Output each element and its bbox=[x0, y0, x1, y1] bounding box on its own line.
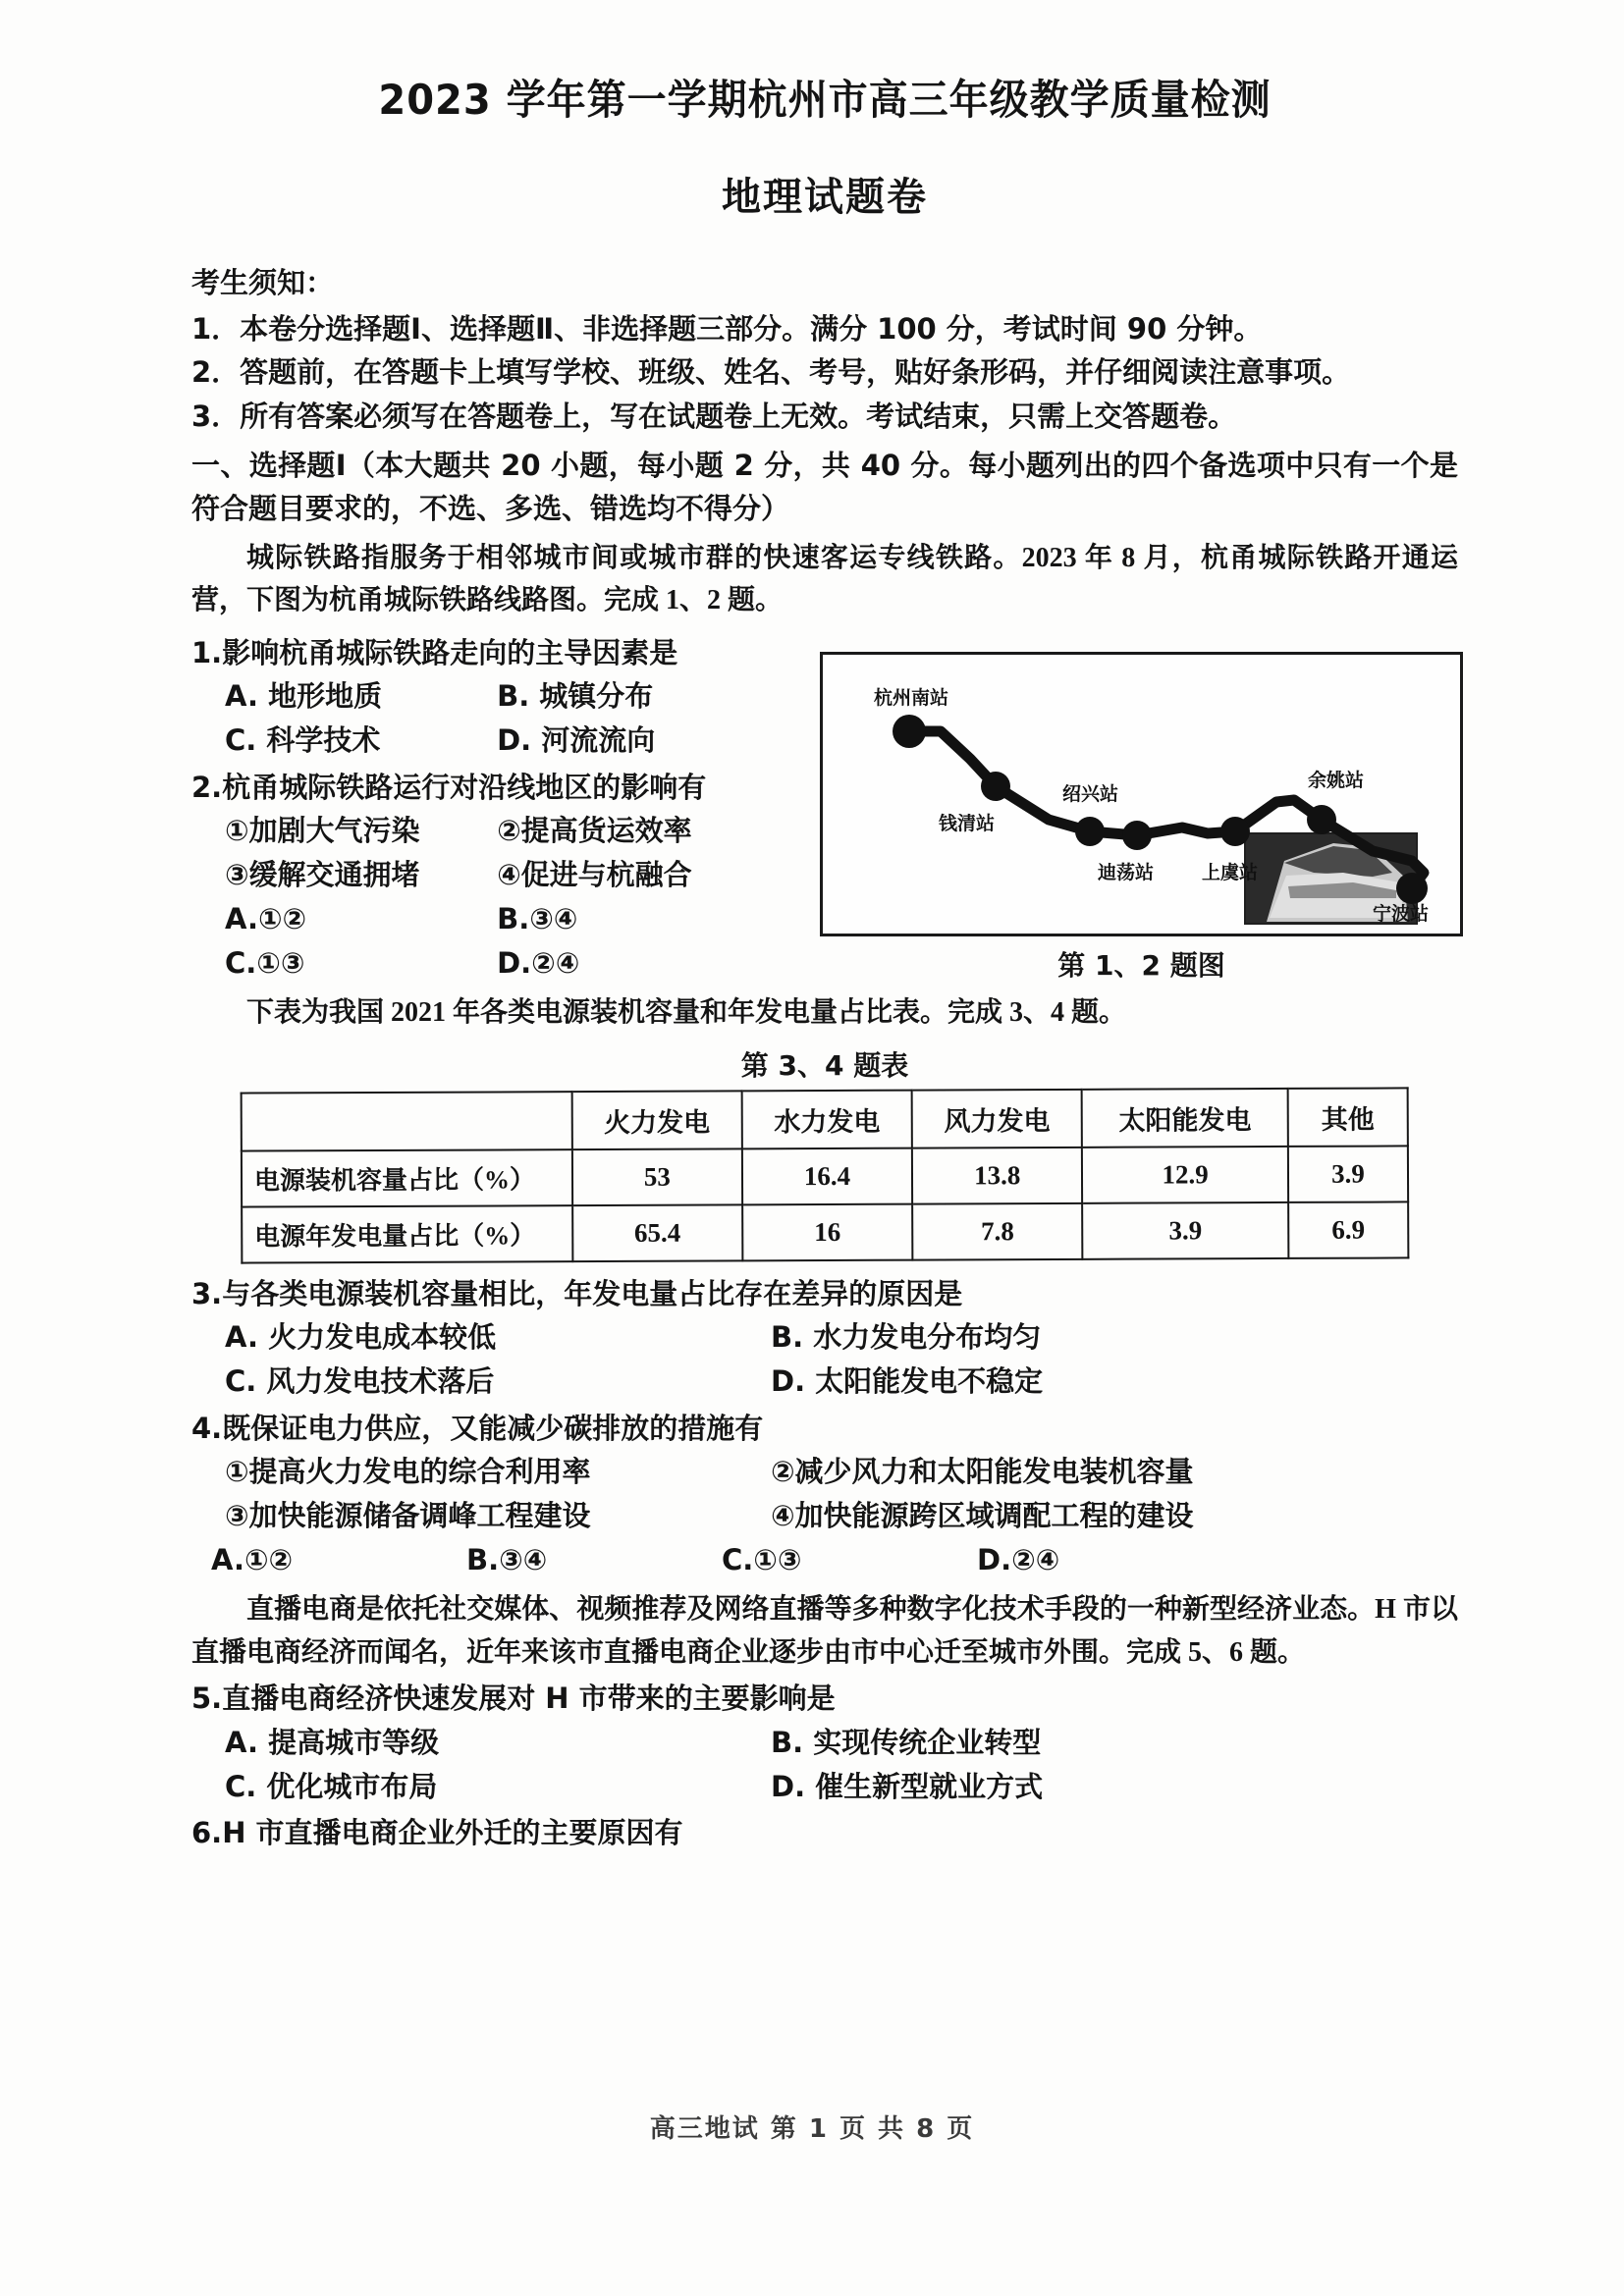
question-4-option-c[interactable]: C.①③ bbox=[722, 1543, 802, 1577]
question-4-statement-1: ①提高火力发电的综合利用率 bbox=[225, 1455, 591, 1489]
question-5-option-b[interactable]: B. 实现传统企业转型 bbox=[771, 1725, 1042, 1759]
page-title: 2023 学年第一学期杭州市高三年级教学质量检测 bbox=[378, 77, 1272, 125]
station-dot-shaoxing bbox=[1075, 817, 1105, 846]
station-label-hangzhounan: 杭州南站 bbox=[874, 686, 949, 709]
question-5-options-row-2 bbox=[191, 1765, 1458, 1809]
cell-generation-hydro: 16 bbox=[742, 1203, 912, 1260]
station-dot-shangyu bbox=[1220, 817, 1250, 846]
cell-generation-wind: 7.8 bbox=[912, 1202, 1082, 1259]
question-1-option-d[interactable]: D. 河流流向 bbox=[497, 723, 656, 758]
station-dot-yuyao bbox=[1307, 805, 1336, 834]
cell-capacity-wind: 13.8 bbox=[912, 1147, 1082, 1203]
table-header-row bbox=[242, 1088, 1408, 1150]
station-label-shaoxing: 绍兴站 bbox=[1062, 782, 1119, 805]
question-2-statements-row-2 bbox=[191, 853, 800, 897]
cell-capacity-other: 3.9 bbox=[1288, 1146, 1408, 1202]
question-1-option-a[interactable]: A. 地形地质 bbox=[225, 679, 383, 714]
question-2-stem: 2.杭甬城际铁路运行对沿线地区的影响有 bbox=[191, 770, 707, 804]
question-4-statement-4: ④加快能源跨区域调配工程的建设 bbox=[771, 1499, 1194, 1533]
question-4-statements-row-2 bbox=[191, 1494, 1458, 1538]
station-label-ningbo: 宁波站 bbox=[1373, 902, 1430, 925]
table-header-solar: 太阳能发电 bbox=[1082, 1089, 1288, 1148]
power-share-table bbox=[241, 1087, 1410, 1263]
question-1-option-b[interactable]: B. 城镇分布 bbox=[497, 679, 654, 714]
question-2-option-b[interactable]: B.③④ bbox=[497, 902, 578, 936]
table-row-label-generation: 电源年发电量占比（%） bbox=[242, 1205, 572, 1262]
question-4-statement-2: ②减少风力和太阳能发电装机容量 bbox=[771, 1455, 1194, 1489]
table-header-other: 其他 bbox=[1288, 1088, 1408, 1147]
cell-generation-other: 6.9 bbox=[1288, 1201, 1408, 1258]
question-5-option-d[interactable]: D. 催生新型就业方式 bbox=[771, 1769, 1044, 1803]
question-3-option-d[interactable]: D. 太阳能发电不稳定 bbox=[771, 1364, 1044, 1399]
question-6-stem: 6.H 市直播电商企业外迁的主要原因有 bbox=[191, 1816, 683, 1850]
question-1-2-block bbox=[191, 628, 1458, 987]
exam-sheet bbox=[191, 39, 1458, 1855]
railway-map bbox=[820, 652, 1463, 936]
cell-capacity-thermal: 53 bbox=[572, 1148, 742, 1205]
question-2-statements-row-1 bbox=[191, 809, 800, 853]
question-2-statement-1: ①加剧大气污染 bbox=[225, 814, 420, 848]
question-2-option-d[interactable]: D.②④ bbox=[497, 946, 580, 981]
station-label-shangyu: 上虞站 bbox=[1202, 861, 1259, 883]
page-subtitle: 地理试题卷 bbox=[722, 175, 928, 220]
question-1-stem: 1.影响杭甬城际铁路走向的主导因素是 bbox=[191, 635, 678, 669]
question-3-option-a[interactable]: A. 火力发电成本较低 bbox=[225, 1320, 497, 1355]
question-4-statements-row-1 bbox=[191, 1450, 1458, 1494]
question-2-option-a[interactable]: A.①② bbox=[225, 902, 307, 936]
station-dot-didang bbox=[1122, 821, 1152, 850]
table-3-4-caption: 第 3、4 题表 bbox=[740, 1048, 909, 1082]
station-label-yuyao: 余姚站 bbox=[1308, 769, 1365, 791]
question-4-statement-3: ③加快能源储备调峰工程建设 bbox=[225, 1499, 591, 1533]
question-2-statement-4: ④促进与杭融合 bbox=[497, 858, 692, 892]
page-footer: 高三地试 第 1 页 共 8 页 bbox=[649, 2114, 975, 2144]
question-4-options-row bbox=[191, 1538, 1458, 1582]
passage-power-table: 下表为我国 2021 年各类电源装机容量和年发电量占比表。完成 3、4 题。 bbox=[246, 997, 1127, 1029]
question-4-option-d[interactable]: D.②④ bbox=[977, 1543, 1060, 1577]
question-1-option-c[interactable]: C. 科学技术 bbox=[225, 723, 381, 758]
section-1-heading: 一、选择题Ⅰ（本大题共 20 小题，每小题 2 分，共 40 分。每小题列出的四个备选项中只有一个是符合题目要求的，不选、多选、错选均不得分） bbox=[191, 449, 1458, 526]
table-header-hydro: 水力发电 bbox=[742, 1090, 912, 1148]
question-4-option-a[interactable]: A.①② bbox=[211, 1543, 294, 1577]
question-5-options-row-1 bbox=[191, 1721, 1458, 1765]
question-3-options-row-2 bbox=[191, 1360, 1458, 1404]
question-3-option-b[interactable]: B. 水力发电分布均匀 bbox=[771, 1320, 1042, 1355]
passage-railway: 城际铁路指服务于相邻城市间或城市群的快速客运专线铁路。2023 年 8 月，杭甬城际铁路开通运营，下图为杭甬城际铁路线路图。完成 1、2 题。 bbox=[191, 542, 1458, 616]
table-header-wind: 风力发电 bbox=[912, 1089, 1082, 1148]
cell-capacity-solar: 12.9 bbox=[1082, 1147, 1288, 1203]
question-3-options-row-1 bbox=[191, 1315, 1458, 1360]
question-3-stem: 3.与各类电源装机容量相比，年发电量占比存在差异的原因是 bbox=[191, 1276, 963, 1310]
table-row-label-capacity: 电源装机容量占比（%） bbox=[242, 1149, 572, 1206]
railway-map-svg bbox=[823, 655, 1460, 934]
table-row bbox=[242, 1201, 1408, 1262]
question-2-option-c[interactable]: C.①③ bbox=[225, 946, 305, 981]
question-1-options-row-2 bbox=[191, 719, 800, 763]
question-2-options-row-2 bbox=[191, 941, 800, 986]
question-4-option-b[interactable]: B.③④ bbox=[466, 1543, 548, 1577]
station-dot-ningbo bbox=[1396, 873, 1428, 904]
station-label-didang: 迪荡站 bbox=[1098, 861, 1155, 883]
question-2-statement-3: ③缓解交通拥堵 bbox=[225, 858, 420, 892]
figure-1-2-caption: 第 1、2 题图 bbox=[1057, 948, 1225, 982]
question-2-options-row-1 bbox=[191, 897, 800, 941]
cell-generation-solar: 3.9 bbox=[1083, 1202, 1289, 1259]
cell-capacity-hydro: 16.4 bbox=[742, 1148, 912, 1204]
figure-1-2 bbox=[800, 628, 1463, 987]
question-2-statement-2: ②提高货运效率 bbox=[497, 814, 692, 848]
table-row bbox=[242, 1146, 1408, 1206]
question-5-option-a[interactable]: A. 提高城市等级 bbox=[225, 1725, 440, 1759]
question-5-stem: 5.直播电商经济快速发展对 H 市带来的主要影响是 bbox=[191, 1682, 836, 1716]
question-1-options-row-1 bbox=[191, 674, 800, 719]
notice-item-3: 3．所有答案必须写在答题卷上，写在试题卷上无效。考试结束，只需上交答题卷。 bbox=[191, 399, 1237, 433]
question-5-option-c[interactable]: C. 优化城市布局 bbox=[225, 1769, 438, 1803]
passage-live-commerce: 直播电商是依托社交媒体、视频推荐及网络直播等多种数字化技术手段的一种新型经济业态。H 市以直播电商经济而闻名，近年来该市直播电商企业逐步由市中心迁至城市外围。完成 5、6 题。 bbox=[191, 1594, 1458, 1668]
station-dot-qianqing bbox=[981, 772, 1010, 801]
question-4-stem: 4.既保证电力供应，又能减少碳排放的措施有 bbox=[191, 1411, 764, 1445]
question-1-2-text bbox=[191, 628, 800, 987]
table-header-blank bbox=[242, 1092, 572, 1150]
notice-heading: 考生须知： bbox=[191, 266, 335, 299]
table-header-thermal: 火力发电 bbox=[571, 1091, 741, 1149]
cell-generation-thermal: 65.4 bbox=[572, 1204, 742, 1261]
station-label-qianqing: 钱清站 bbox=[939, 812, 996, 834]
station-dot-hangzhounan bbox=[893, 715, 926, 748]
notice-item-1: 1．本卷分选择题Ⅰ、选择题Ⅱ、非选择题三部分。满分 100 分，考试时间 90 分钟。 bbox=[191, 312, 1263, 346]
notice-item-2: 2．答题前，在答题卡上填写学校、班级、姓名、考号，贴好条形码，并仔细阅读注意事项。 bbox=[191, 355, 1351, 390]
question-3-option-c[interactable]: C. 风力发电技术落后 bbox=[225, 1364, 495, 1399]
